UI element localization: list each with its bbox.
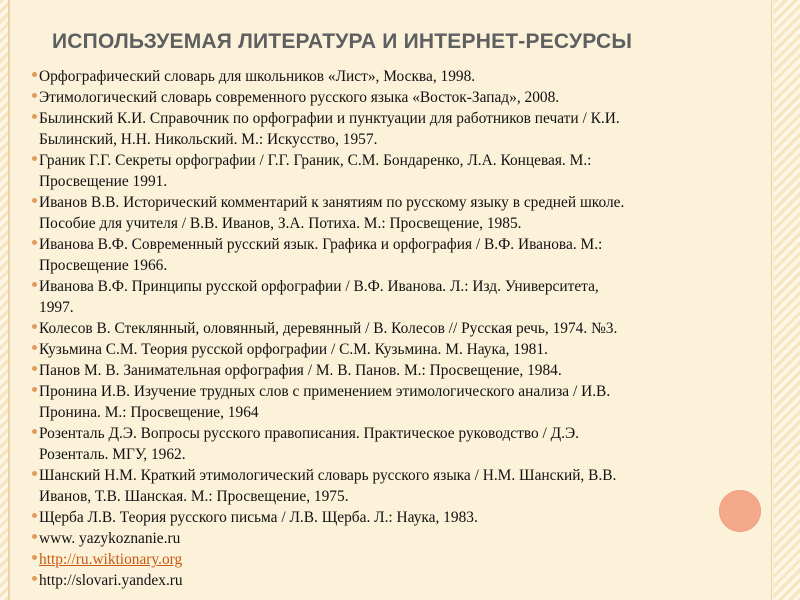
reference-item — [33, 318, 773, 339]
reference-item — [33, 381, 773, 423]
reference-item — [33, 507, 773, 528]
reference-link-item[interactable] — [33, 549, 773, 570]
reference-item — [33, 339, 773, 360]
reference-item — [33, 528, 773, 549]
right-decorative-stripe — [774, 0, 800, 600]
bullet-icon — [32, 72, 37, 77]
reference-text: Шанский Н.М. Краткий этимологический словарь русского языка / Н.М. Шанский, В.В. — [39, 467, 617, 484]
bullet-icon — [32, 114, 37, 119]
reference-item — [33, 570, 773, 591]
page-title: ИСПОЛЬЗУЕМАЯ ЛИТЕРАТУРА И ИНТЕРНЕТ-РЕСУРСЫ — [52, 30, 633, 53]
bullet-icon — [32, 240, 37, 245]
reference-text: Просвещение 1966. — [39, 257, 168, 274]
reference-item — [33, 192, 773, 234]
reference-text: Колесов В. Стеклянный, оловянный, деревянный / В. Колесов // Русская речь, 1974. №3. — [39, 320, 618, 337]
reference-text: Кузьмина С.М. Теория русской орфографии / С.М. Кузьмина. М. Наука, 1981. — [39, 341, 548, 358]
reference-link-text[interactable]: http://ru.wiktionary.org — [39, 551, 183, 568]
bullet-icon — [32, 345, 37, 350]
reference-text: Пронина И.В. Изучение трудных слов с применением этимологического анализа / И.В. — [39, 383, 611, 400]
reference-text: Пособие для учителя / В.В. Иванов, З.А. Потиха. М.: Просвещение, 1985. — [39, 215, 522, 232]
bullet-icon — [32, 198, 37, 203]
reference-item — [33, 87, 773, 108]
bullet-icon — [32, 429, 37, 434]
reference-text: Былинский К.И. Справочник по орфографии и пунктуации для работников печати / К.И. — [39, 110, 620, 127]
reference-text: Панов М. В. Занимательная орфография / М. В. Панов. М.: Просвещение, 1984. — [39, 362, 562, 379]
reference-text: Пронина. М.: Просвещение, 1964 — [39, 404, 259, 421]
bullet-icon — [32, 387, 37, 392]
reference-text: www. yazykoznanie.ru — [39, 530, 181, 547]
reference-item — [33, 150, 773, 192]
reference-text: Щерба Л.В. Теория русского письма / Л.В. Щерба. Л.: Наука, 1983. — [39, 509, 478, 526]
bullet-icon — [32, 93, 37, 98]
reference-text: 1997. — [39, 299, 74, 316]
reference-text: Иванова В.Ф. Современный русский язык. Графика и орфография / В.Ф. Иванова. М.: — [39, 236, 603, 253]
left-decorative-stripe — [0, 0, 8, 600]
bullet-icon — [32, 366, 37, 371]
reference-item — [33, 465, 773, 507]
reference-text: http://slovari.yandex.ru — [39, 572, 183, 589]
bullet-icon — [32, 513, 37, 518]
reference-text: Иванов, Т.В. Шанская. М.: Просвещение, 1975. — [39, 488, 349, 505]
reference-item — [33, 276, 773, 318]
reference-item — [33, 234, 773, 276]
reference-item — [33, 108, 773, 150]
reference-text: Розенталь. МГУ, 1962. — [39, 446, 186, 463]
bullet-icon — [32, 534, 37, 539]
reference-text: Граник Г.Г. Секреты орфографии / Г.Г. Граник, С.М. Бондаренко, Л.А. Концевая. М.: — [39, 152, 592, 169]
decorative-circle — [719, 490, 761, 532]
reference-text: Орфографический словарь для школьников «Лист», Москва, 1998. — [39, 68, 476, 85]
reference-text: Розенталь Д.Э. Вопросы русского правописания. Практическое руководство / Д.Э. — [39, 425, 580, 442]
reference-list — [33, 66, 773, 591]
reference-item — [33, 423, 773, 465]
reference-item — [33, 360, 773, 381]
reference-text: Былинский, Н.Н. Никольский. М.: Искусство, 1957. — [39, 131, 378, 148]
bullet-icon — [32, 576, 37, 581]
bullet-icon — [32, 282, 37, 287]
bullet-icon — [32, 471, 37, 476]
reference-text: Просвещение 1991. — [39, 173, 168, 190]
bullet-icon — [32, 324, 37, 329]
bullet-icon — [32, 555, 37, 560]
reference-item — [33, 66, 773, 87]
bullet-icon — [32, 156, 37, 161]
reference-text: Этимологический словарь современного русского языка «Восток-Запад», 2008. — [39, 89, 560, 106]
reference-text: Иванова В.Ф. Принципы русской орфографии / В.Ф. Иванова. Л.: Изд. Университета, — [39, 278, 599, 295]
reference-text: Иванов В.В. Исторический комментарий к занятиям по русскому языку в средней школе. — [39, 194, 625, 211]
